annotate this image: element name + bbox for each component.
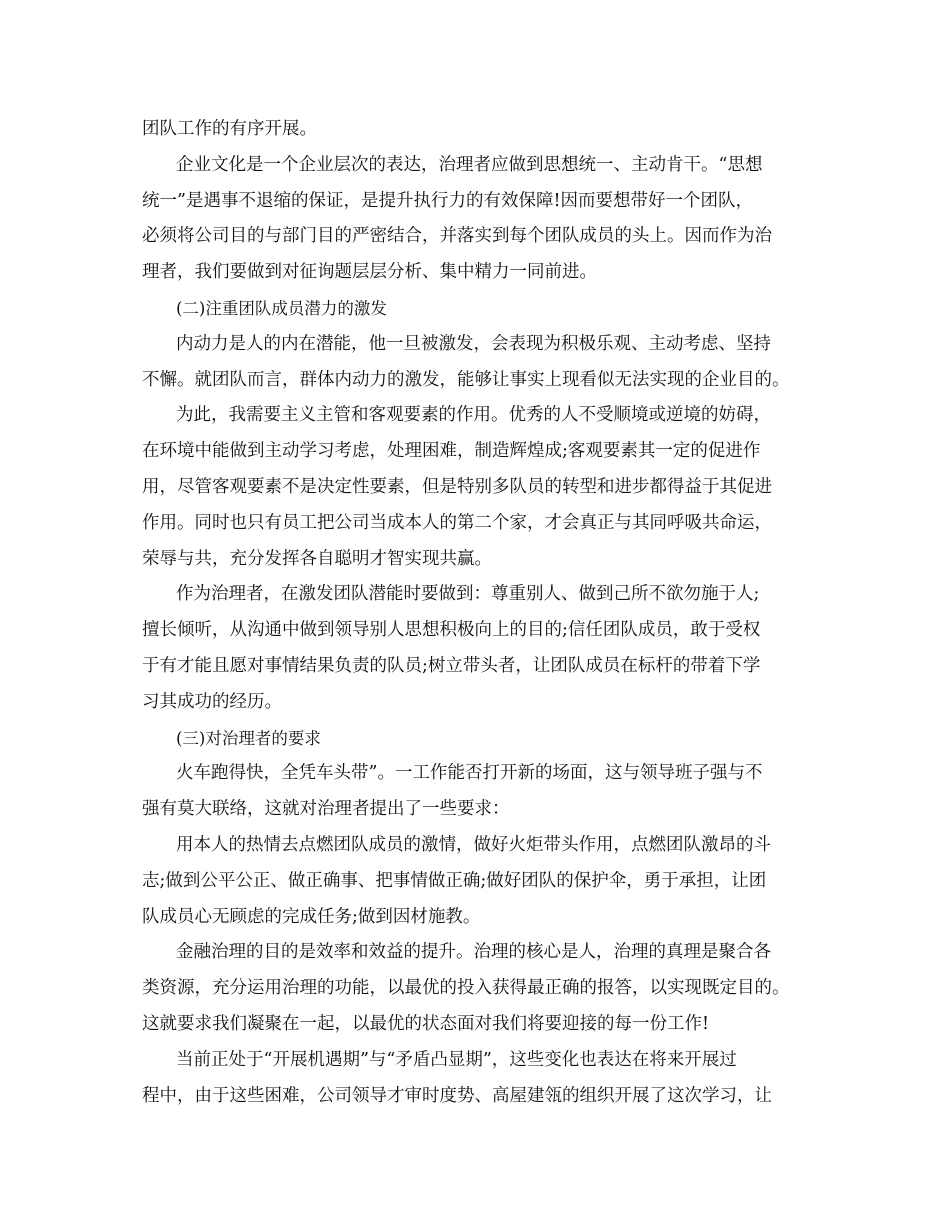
text-line: 用，尽管客观要素不是决定性要素，但是特别多队员的转型和进步都得益于其促进 <box>142 476 772 497</box>
text-line: 统一”是遇事不退缩的保证，是提升执行力的有效保障!因而要想带好一个团队， <box>142 190 753 211</box>
text-line: 队成员心无顾虑的完成任务;做到因材施教。 <box>142 906 481 927</box>
text-line: 当前正处于“开展机遇期”与“矛盾凸显期”，这些变化也表达在将来开展过 <box>176 1049 737 1070</box>
text-line: 火车跑得快，全凭车头带”。一工作能否打开新的场面，这与领导班子强与不 <box>176 763 763 784</box>
text-line: 内动力是人的内在潜能，他一旦被激发，会表现为积极乐观、主动考虑、坚持 <box>176 333 771 354</box>
text-line: 金融治理的目的是效率和效益的提升。治理的核心是人，治理的真理是聚合各 <box>176 942 771 963</box>
section-heading: (二)注重团队成员潜力的激发 <box>176 298 387 318</box>
text-line: 习其成功的经历。 <box>142 691 282 712</box>
text-line: 团队工作的有序开展。 <box>142 119 317 139</box>
text-line: 企业文化是一个企业层次的表达，治理者应做到思想统一、主动肯干。“思想 <box>176 154 763 175</box>
section-heading: (三)对治理者的要求 <box>176 728 321 748</box>
text-line: 荣辱与共，充分发挥各自聪明才智实现共赢。 <box>142 548 492 569</box>
text-line: 志;做到公平公正、做正确事、把事情做正确;做好团队的保护伞，勇于承担，让团 <box>142 870 767 891</box>
text-line: 不懈。就团队而言，群体内动力的激发，能够让事实上现看似无法实现的企业目的。 <box>142 369 790 390</box>
text-line: 在环境中能做到主动学习考虑，处理困难，制造辉煌成;客观要素其一定的促进作 <box>142 441 761 462</box>
text-line: 这就要求我们凝聚在一起，以最优的状态面对我们将要迎接的每一份工作! <box>142 1013 710 1034</box>
text-line: 作用。同时也只有员工把公司当成本人的第二个家，才会真正与其同呼吸共命运， <box>142 512 772 533</box>
text-line: 必须将公司目的与部门目的严密结合，并落实到每个团队成员的头上。因而作为治 <box>142 226 772 247</box>
text-line: 作为治理者，在激发团队潜能时要做到：尊重别人、做到己所不欲勿施于人; <box>176 584 760 605</box>
text-line: 程中，由于这些困难，公司领导才审时度势、高屋建瓴的组织开展了这次学习，让 <box>142 1085 772 1106</box>
text-line: 类资源，充分运用治理的功能，以最优的投入获得最正确的报答，以实现既定目的。 <box>142 978 790 999</box>
text-line: 理者，我们要做到对征询题层层分析、集中精力一同前进。 <box>142 262 597 283</box>
document-body <box>142 112 810 1114</box>
text-line: 用本人的热情去点燃团队成员的激情，做好火炬带头作用，点燃团队激昂的斗 <box>176 834 771 855</box>
text-line: 擅长倾听，从沟通中做到领导别人思想积极向上的目的;信任团队成员，敢于受权 <box>142 620 761 641</box>
text-line: 于有才能且愿对事情结果负责的队员;树立带头者，让团队成员在标杆的带着下学 <box>142 655 761 676</box>
text-line: 强有莫大联络，这就对治理者提出了一些要求： <box>142 799 510 820</box>
text-line: 为此，我需要主义主管和客观要素的作用。优秀的人不受顺境或逆境的妨碍， <box>176 405 771 426</box>
